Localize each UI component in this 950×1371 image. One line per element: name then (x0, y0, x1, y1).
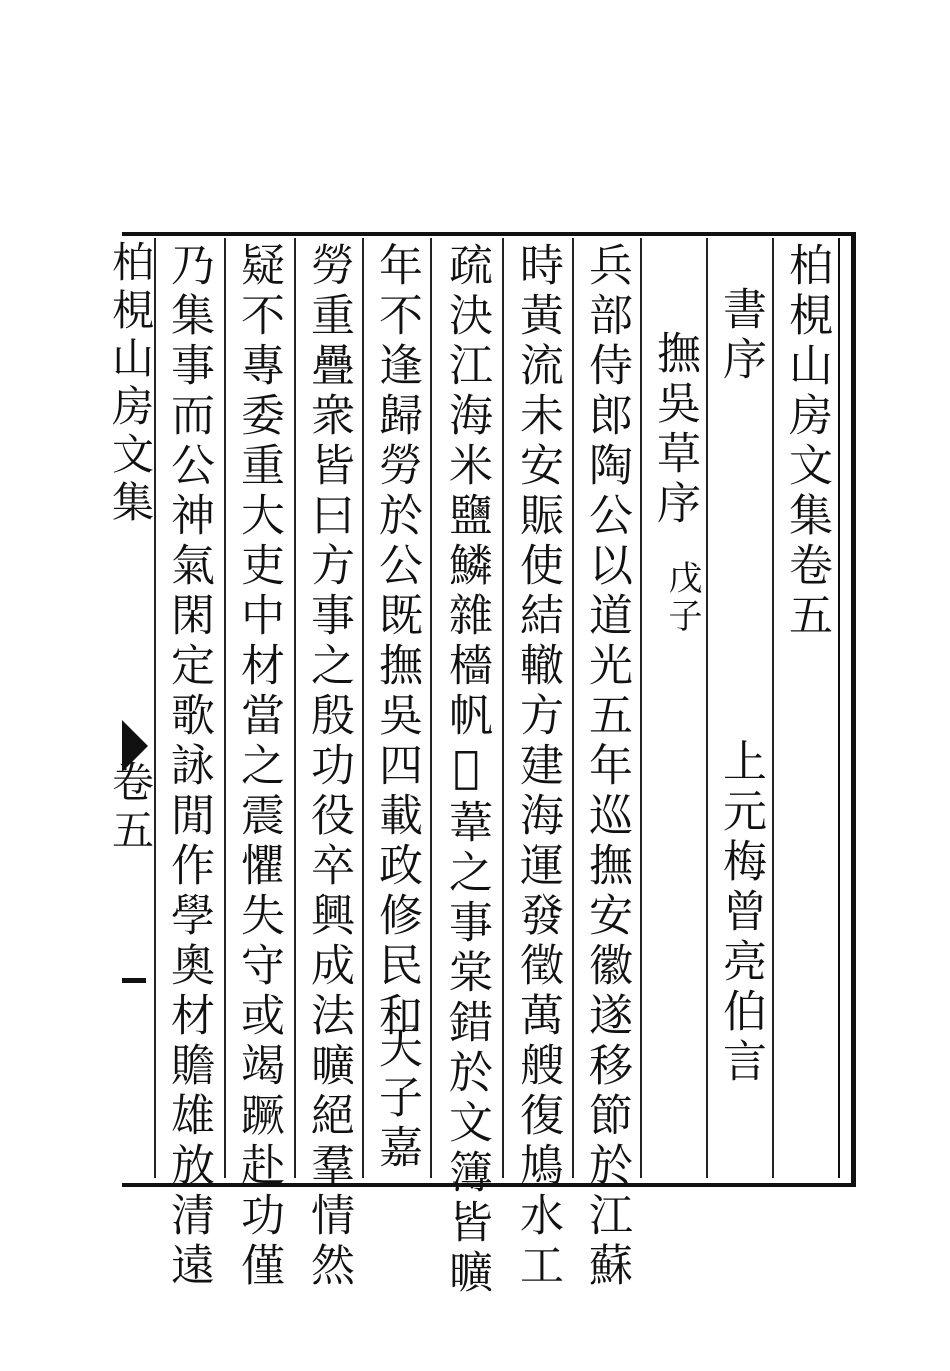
text-column: 兵部侍郎陶公以道光五年巡撫安徽遂移節於江蘇 (581, 242, 632, 1292)
fold-chapter: 卷五 (106, 760, 155, 856)
book-title: 柏梘山房文集卷五 (781, 242, 832, 642)
text-column: 勞重疊衆皆曰方事之殷功役卒興成法曠絕羣情然 (303, 242, 354, 1292)
column-rule (572, 238, 574, 1178)
text-column-elevated: 天子嘉 (371, 1024, 422, 1174)
column-rule (294, 238, 296, 1178)
text-column: 疏決江海米鹽鱗雜檣帆𧂲葦之事棠錯於文簿皆曠 (441, 242, 492, 1299)
piece-year: 戊子 (662, 560, 702, 636)
text-column: 乃集事而公神氣閑定歌詠閒作學奧材贍雄放清遠 (163, 242, 214, 1292)
fold-strip (106, 240, 155, 1180)
category-heading: 書序 (715, 286, 766, 386)
column-rule (224, 238, 226, 1178)
text-column: 時黃流未安賑使結轍方建海運發徵萬艘復鳩水工 (512, 242, 563, 1292)
column-rule (772, 238, 774, 1178)
column-rule (706, 238, 708, 1178)
fish-tail-mark (122, 720, 148, 772)
column-rule (502, 238, 504, 1178)
text-column: 年不逢歸勞於公既撫吳四載政修民和 (371, 242, 422, 1042)
frame-inner-rule (838, 238, 840, 1178)
fold-title: 柏梘山房文集 (106, 240, 155, 528)
author-line: 上元梅曾亮伯言 (715, 738, 766, 1088)
column-rule (640, 238, 642, 1178)
piece-title: 撫吳草序 (649, 330, 700, 530)
fold-page-mark (122, 978, 146, 983)
column-rule (362, 238, 364, 1178)
column-rule (430, 238, 432, 1178)
text-column: 疑不專委重大吏中材當之震懼失守或竭蹶赴功僅 (233, 242, 284, 1292)
